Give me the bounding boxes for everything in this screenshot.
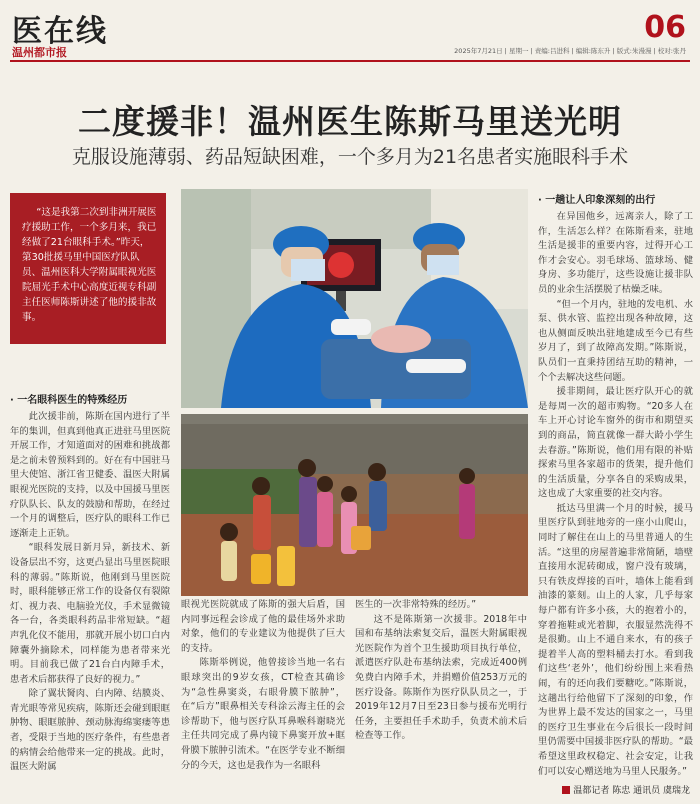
- third-column-body: [355, 598, 527, 803]
- credit-marker-icon: [562, 786, 570, 794]
- paragraph: 陈斯举例说，他曾接诊当地一名右眼球突出的9岁女孩，CT检查其确诊为“急性鼻窦炎，右眼骨膜下脓肿”，在“后方”眼鼻相关专科涂云海主任的会诊帮助下，他与医疗队耳鼻喉科谢晓光主任共同完成了鼻内镜下鼻窦开放+眶骨膜下脓肿引流术。“在医学专业不断细分的今天，这也是我作为一名眼科: [181, 657, 345, 771]
- section-title: 医在线: [12, 14, 108, 49]
- section-bullet-dot: ·: [538, 195, 546, 206]
- headline: 二度援非！温州医生陈斯马里送光明: [78, 102, 622, 141]
- summary-box: “这是我第二次到非洲开展医疗援助工作，一个多月来，我已经做了21台眼科手术。”昨天，第30批援马里中国医疗队队员、温州医科大学附属眼视光医院屈光手术中心高度近视专科副主任医师陈斯讲述了他的援非故事。: [10, 193, 166, 344]
- paragraph: 抵达马里满一个月的时候，援马里医疗队到驻地旁的一座小山爬山，同时了解住在山上的马里普通人的生活。“这里的房屋普遍非常简陋，墙壁直接用水泥砖砌成，窗户没有玻璃，只有铁皮焊接的百叶，墙体上能看到油漆的篆刻。山上的人家，几乎每家每户都有许多小孩，大的抱着小的，穿着拖鞋或光着脚，衣服显然洗得不是很勤。山上不通自来水，有的孩子提着半人高的塑料桶去打水。看到我们这些‘老外’，他们纷纷围上来看热闹，有的还向我们要糖吃。”陈斯说，这趟出行给他留下了深刻的印象，作为世界上最不发达的国家之一，马里的医疗卫生事业在今后很长一段时间里仍需要中国援非医疗队的帮助。“最希望这里政权稳定、社会安定，让我们可以安心赠送地为马里人民服务。”: [538, 502, 693, 776]
- section-bullet-dot: ·: [10, 395, 18, 406]
- meta-line: 2025年7月21日 | 星期一 | 责编:吕进科 | 编辑:陈东升 | 版式:朱漫漫 | 校对:张丹: [454, 47, 686, 55]
- section1-heading: · 一名眼科医生的特殊经历: [10, 395, 128, 406]
- subheadline: 克服设施薄弱、药品短缺困难，一个多月为21名患者实施眼科手术: [71, 146, 629, 168]
- byline-credit: 温都记者 陈忠 通讯员 虞瑞龙: [562, 783, 690, 796]
- paragraph: 除了翼状胬肉、白内障、结膜炎、青光眼等常见疾病，陈斯还会碰到眼眶肿物、眼眶脓肿、颈动脉海绵窦瘘等患者，受限于当地的医疗条件，有些患者的病情会给他带来一定的挑战。此时，温医大附属: [10, 688, 170, 773]
- paragraph: 援非期间，最让医疗队开心的就是每周一次的超市购物。“20多人在车上开心讨论车窗外的街市和期望买到的商品，简直就像一群大龄小学生去春游。”陈斯说，他们用有限的补贴探索马里各家超市的货架，提升他们的生活质量，分享各自的采购成果，这也成了大家重要的社交内容。: [538, 386, 693, 500]
- section2-body: [538, 210, 693, 776]
- paragraph: 医生的一次非常特殊的经历。”: [355, 599, 477, 610]
- section2-heading: · 一趟让人印象深刻的出行: [538, 195, 656, 206]
- middle-column-body: [181, 598, 345, 803]
- paragraph: “眼科发展日新月异，新技术、新设备层出不穷，这更凸显出马里医院眼科的薄弱。”陈斯说，他刚到马里医院时，眼科能够正常工作的设备仅有裂隙灯、视力表、电脑验光仪，手术显微镜各一台，各类眼科药品非常短缺。“超声乳化仪不能用，那就开展小切口白内障囊外摘除术，同样能为患者带来光明。目前我已做了21台白内障手术，患者术后都获得了良好的视力。”: [10, 542, 170, 685]
- page-number: 06: [644, 10, 686, 45]
- paragraph: 此次援非前，陈斯在国内进行了半年的集训，但真到他真正进驻马里医院开展工作，才知道面对的困难和挑战都是之前未曾预料到的。好在有中国驻马里大使馆、浙江省卫健委、温医大附属眼视光医院的支持，以及中国援马里医疗队队长、队友的鼓励和帮助，在经过一个月的调整后，医疗队的眼科工作已逐渐走上正轨。: [10, 411, 170, 539]
- paper-name: 温州都市报: [12, 46, 67, 59]
- header-rule: [10, 60, 690, 62]
- section1-body: [10, 410, 170, 800]
- paragraph: 这不是陈斯第一次援非。2018年中国和布基纳法索复交后，温医大附属眼视光医院作为首个卫生援助项目执行单位，派遣医疗队赴布基纳法索，完成近400例免费白内障手术，并捐赠价值253万元的医疗设备。陈斯作为医疗队队员之一，于2019年12月7日至23日参与援布光明行任务，主要担任手术助手，负责术前术后检查等工作。: [355, 613, 527, 742]
- surgery-photo-illustration: [181, 189, 528, 408]
- children-photo-illustration: [181, 414, 528, 596]
- children-photo: [181, 414, 528, 596]
- paragraph: “但一个月内，驻地的发电机、水泵、供水管、监控出现各种故障，这也从侧面反映出驻地建成至今已有些岁月了，到了故障高发期。”陈斯说，队员们一直秉持团结互助的精神，一个个去解决这些问题。: [538, 298, 693, 383]
- surgery-photo: [181, 189, 528, 408]
- paragraph: 眼视光医院就成了陈斯的强大后盾，国内同事远程会诊成了他的最佳场外求助对象，他们的专业建议为他提供了巨大的支持。: [181, 599, 345, 654]
- paragraph: 在异国他乡，远离亲人，除了工作，生活怎么样？在陈斯看来，驻地生活是援非的重要内容，过得开心工作才会安心。羽毛球场、篮球场、健身房、多功能厅，这些设施让援非队员的业余生活摆脱了枯燥乏味。: [538, 211, 693, 295]
